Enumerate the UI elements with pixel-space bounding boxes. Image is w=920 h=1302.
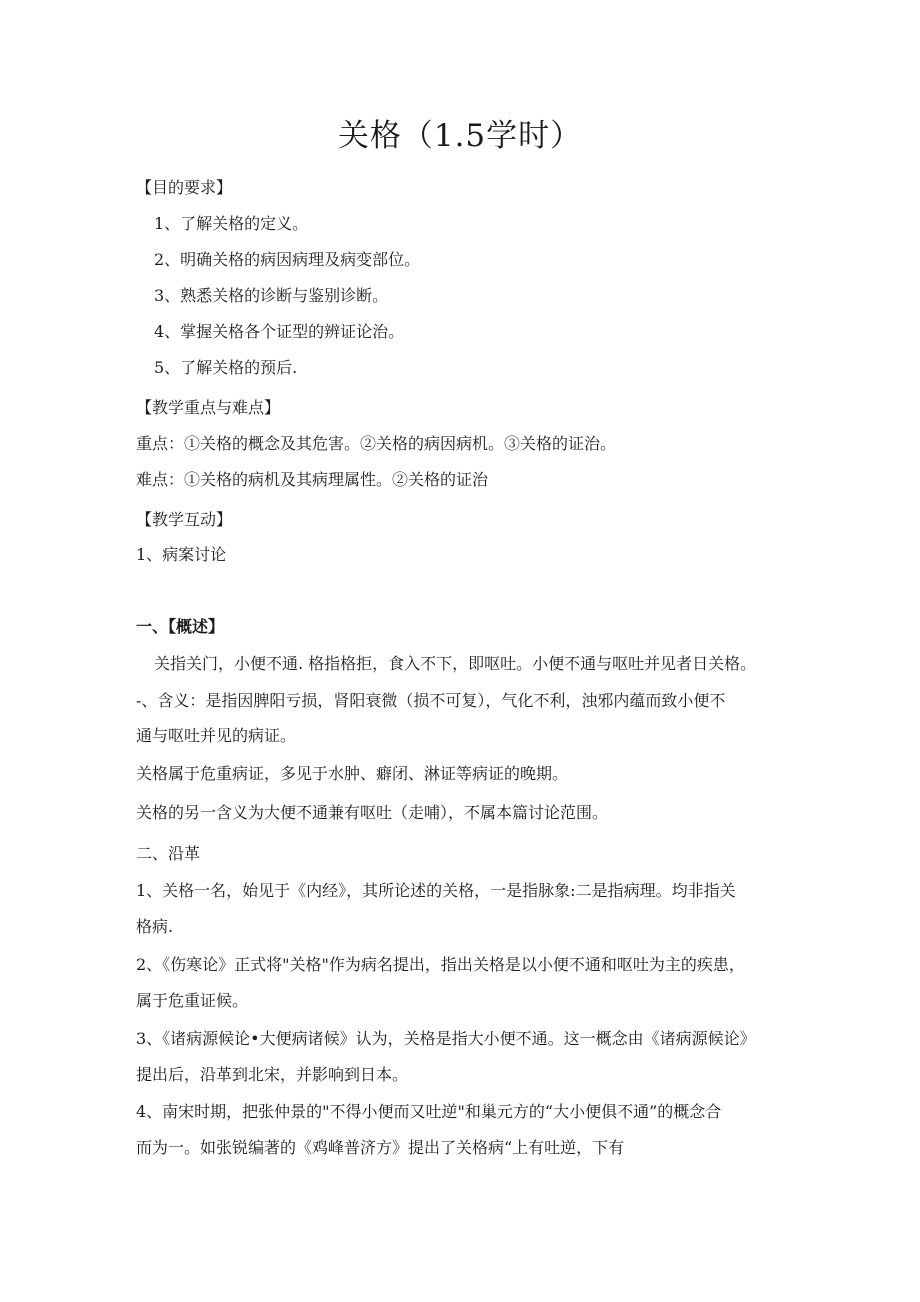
key-points-focus: 重点：①关格的概念及其危害。②关格的病因病机。③关格的证治。 bbox=[136, 434, 617, 453]
overview-paragraph-1: 关指关门，小便不通. 格指格拒，食入不下，即呕吐。小便不通与呕吐并见者日关格。 bbox=[154, 654, 757, 673]
history-item-3-line-2: 提出后，沿革到北宋，并影响到日本。 bbox=[136, 1065, 409, 1084]
overview-paragraph-3: 关格属于危重病证，多见于水肿、癖闭、淋证等病证的晚期。 bbox=[136, 764, 569, 783]
key-points-heading: 【教学重点与难点】 bbox=[136, 398, 281, 417]
overview-definition-line-1: -、含义：是指因脾阳亏损，肾阳衰微（损不可复），气化不利，浊邪内蕴而致小便不 bbox=[136, 691, 726, 710]
history-item-1-line-1: 1、关格一名，始见于《内经》，其所论述的关格，一是指脉象:二是指病理。均非指关 bbox=[136, 881, 736, 900]
history-item-1-line-2: 格病. bbox=[136, 917, 174, 936]
interaction-heading: 【教学互动】 bbox=[136, 510, 233, 529]
objectives-heading: 【目的要求】 bbox=[136, 178, 233, 197]
objective-item-4: 4、掌握关格各个证型的辨证论治。 bbox=[154, 322, 405, 341]
key-points-difficulty: 难点：①关格的病机及其病理属性。②关格的证治 bbox=[136, 470, 489, 489]
history-item-2-line-2: 属于危重证候。 bbox=[136, 991, 249, 1010]
history-item-4-line-2: 而为一。如张锐编著的《鸡峰普济方》提出了关格病“上有吐逆，下有 bbox=[136, 1138, 625, 1157]
objective-item-3: 3、熟悉关格的诊断与鉴别诊断。 bbox=[154, 286, 389, 305]
page-title: 关格（1.5学时） bbox=[337, 118, 583, 154]
objective-item-1: 1、了解关格的定义。 bbox=[154, 214, 309, 233]
overview-heading: 一、【概述】 bbox=[136, 617, 225, 636]
objective-item-5: 5、了解关格的预后. bbox=[154, 358, 298, 377]
history-item-4-line-1: 4、南宋时期，把张仲景的"不得小便而又吐逆"和巢元方的“大小便俱不通”的概念合 bbox=[136, 1102, 722, 1121]
interaction-item: 1、病案讨论 bbox=[136, 545, 227, 564]
history-item-2-line-1: 2、《伤寒论》正式将"关格"作为病名提出，指出关格是以小便不通和呕吐为主的疾患， bbox=[136, 955, 745, 974]
overview-paragraph-4: 关格的另一含义为大便不通兼有呕吐（走哺），不属本篇讨论范围。 bbox=[136, 803, 609, 822]
objective-item-2: 2、明确关格的病因病理及病变部位。 bbox=[154, 250, 421, 269]
history-item-3-line-1: 3、《诸病源候论•大便病诸候》认为，关格是指大小便不通。这一概念由《诸病源候论》 bbox=[136, 1029, 756, 1048]
overview-definition-line-2: 通与呕吐并见的病证。 bbox=[136, 726, 297, 745]
history-heading: 二、沿革 bbox=[136, 844, 201, 863]
